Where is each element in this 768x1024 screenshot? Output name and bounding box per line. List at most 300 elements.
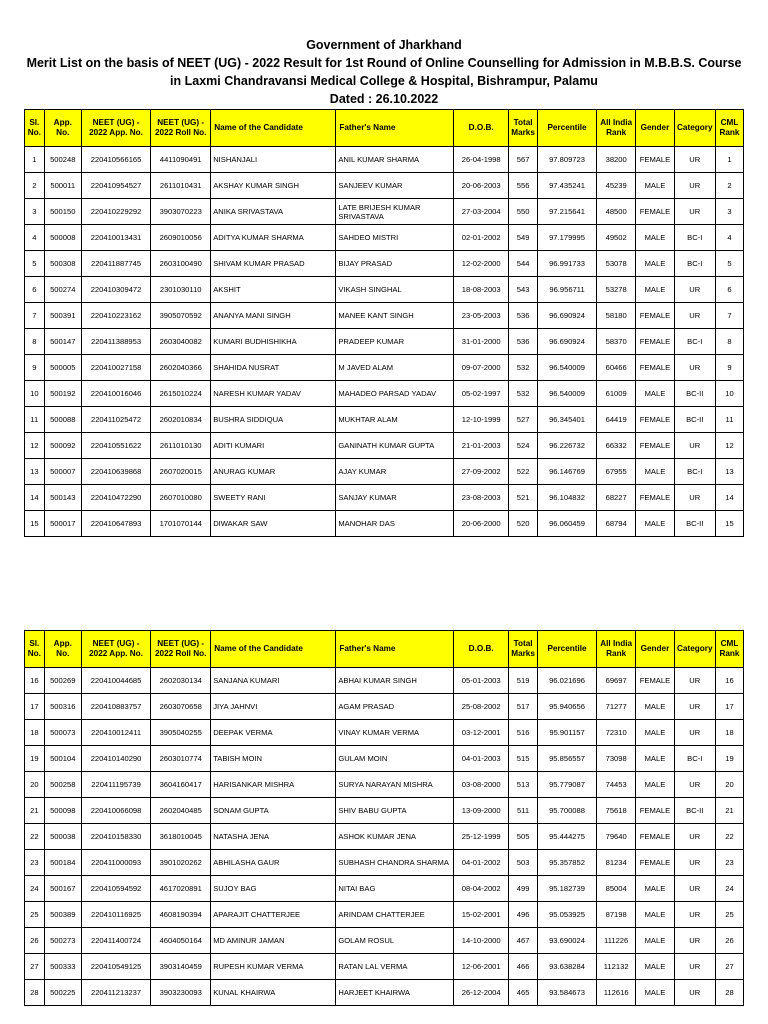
cell-category: BC-I — [674, 459, 715, 485]
column-header-candidate-name: Name of the Candidate — [211, 110, 336, 147]
cell-cml-rank: 22 — [715, 824, 743, 850]
cell-all-india-rank: 81234 — [597, 850, 636, 876]
cell-neet-roll-no: 2603010774 — [151, 746, 211, 772]
cell-cml-rank: 13 — [715, 459, 743, 485]
table-row — [25, 824, 744, 850]
cell-cml-rank: 23 — [715, 850, 743, 876]
cell-sl-no: 22 — [25, 824, 45, 850]
column-header-total-marks: Total Marks — [509, 110, 538, 147]
cell-neet-roll-no: 2602010834 — [151, 407, 211, 433]
table-row — [25, 147, 744, 173]
cell-all-india-rank: 68227 — [597, 485, 636, 511]
cell-total-marks: 549 — [509, 225, 538, 251]
cell-all-india-rank: 45239 — [597, 173, 636, 199]
cell-candidate-name: ABHILASHA GAUR — [211, 850, 336, 876]
cell-gender: FEMALE — [636, 485, 674, 511]
cell-cml-rank: 1 — [715, 147, 743, 173]
cell-category: UR — [674, 824, 715, 850]
cell-candidate-name: KUNAL KHAIRWA — [211, 980, 336, 1006]
cell-neet-roll-no: 1701070144 — [151, 511, 211, 537]
cell-candidate-name: DIWAKAR SAW — [211, 511, 336, 537]
cell-cml-rank: 17 — [715, 694, 743, 720]
cell-percentile: 96.540009 — [538, 355, 597, 381]
cell-percentile: 96.146769 — [538, 459, 597, 485]
column-header-father-name: Father's Name — [336, 110, 454, 147]
cell-total-marks: 515 — [509, 746, 538, 772]
cell-category: BC-I — [674, 746, 715, 772]
cell-cml-rank: 7 — [715, 303, 743, 329]
cell-sl-no: 20 — [25, 772, 45, 798]
cell-sl-no: 16 — [25, 668, 45, 694]
cell-sl-no: 21 — [25, 798, 45, 824]
cell-category: UR — [674, 433, 715, 459]
cell-app-no: 500389 — [44, 902, 81, 928]
cell-percentile: 96.060459 — [538, 511, 597, 537]
cell-gender: FEMALE — [636, 355, 674, 381]
cell-app-no: 500225 — [44, 980, 81, 1006]
cell-neet-roll-no: 3604160417 — [151, 772, 211, 798]
cell-category: UR — [674, 772, 715, 798]
cell-category: UR — [674, 902, 715, 928]
cell-father-name: SHIV BABU GUPTA — [336, 798, 454, 824]
cell-percentile: 95.856557 — [538, 746, 597, 772]
cell-candidate-name: SHAHIDA NUSRAT — [211, 355, 336, 381]
cell-father-name: PRADEEP KUMAR — [336, 329, 454, 355]
cell-percentile: 95.053925 — [538, 902, 597, 928]
cell-neet-roll-no: 2611010130 — [151, 433, 211, 459]
cell-neet-roll-no: 2615010224 — [151, 381, 211, 407]
cell-gender: FEMALE — [636, 329, 674, 355]
table-row — [25, 798, 744, 824]
column-header-candidate-name: Name of the Candidate — [211, 631, 336, 668]
cell-sl-no: 25 — [25, 902, 45, 928]
column-header-dob: D.O.B. — [454, 110, 509, 147]
cell-cml-rank: 3 — [715, 199, 743, 225]
cell-father-name: MANEE KANT SINGH — [336, 303, 454, 329]
cell-total-marks: 496 — [509, 902, 538, 928]
cell-all-india-rank: 112616 — [597, 980, 636, 1006]
cell-dob: 27-03-2004 — [454, 199, 509, 225]
cell-gender: MALE — [636, 876, 674, 902]
cell-all-india-rank: 53278 — [597, 277, 636, 303]
cell-category: UR — [674, 668, 715, 694]
cell-category: UR — [674, 355, 715, 381]
cell-neet-app-no: 220410016046 — [81, 381, 150, 407]
cell-total-marks: 511 — [509, 798, 538, 824]
cell-cml-rank: 10 — [715, 381, 743, 407]
cell-app-no: 500038 — [44, 824, 81, 850]
cell-neet-roll-no: 4617020891 — [151, 876, 211, 902]
cell-neet-roll-no: 2602040366 — [151, 355, 211, 381]
column-header-total-marks: Total Marks — [509, 631, 538, 668]
cell-father-name: ABHAI KUMAR SINGH — [336, 668, 454, 694]
cell-dob: 03-12-2001 — [454, 720, 509, 746]
cell-candidate-name: SWEETY RANI — [211, 485, 336, 511]
cell-sl-no: 5 — [25, 251, 45, 277]
cell-dob: 23-08-2003 — [454, 485, 509, 511]
header-row — [25, 631, 744, 668]
cell-sl-no: 24 — [25, 876, 45, 902]
cell-all-india-rank: 38200 — [597, 147, 636, 173]
cell-cml-rank: 19 — [715, 746, 743, 772]
column-header-cml-rank: CML Rank — [715, 631, 743, 668]
table-row — [25, 954, 744, 980]
cell-sl-no: 17 — [25, 694, 45, 720]
cell-neet-app-no: 220410647893 — [81, 511, 150, 537]
table-row — [25, 746, 744, 772]
cell-father-name: LATE BRIJESH KUMAR SRIVASTAVA — [336, 199, 454, 225]
cell-neet-app-no: 220410551622 — [81, 433, 150, 459]
cell-candidate-name: MD AMINUR JAMAN — [211, 928, 336, 954]
cell-candidate-name: NARESH KUMAR YADAV — [211, 381, 336, 407]
cell-cml-rank: 15 — [715, 511, 743, 537]
cell-sl-no: 13 — [25, 459, 45, 485]
cell-app-no: 500273 — [44, 928, 81, 954]
cell-father-name: NITAI BAG — [336, 876, 454, 902]
cell-dob: 12-10-1999 — [454, 407, 509, 433]
cell-category: UR — [674, 173, 715, 199]
header-row — [25, 110, 744, 147]
cell-total-marks: 519 — [509, 668, 538, 694]
cell-candidate-name: SUJOY BAG — [211, 876, 336, 902]
cell-father-name: SUBHASH CHANDRA SHARMA — [336, 850, 454, 876]
cell-neet-app-no: 220410013431 — [81, 225, 150, 251]
cell-neet-app-no: 220410066098 — [81, 798, 150, 824]
cell-percentile: 97.809723 — [538, 147, 597, 173]
column-header-dob: D.O.B. — [454, 631, 509, 668]
cell-sl-no: 1 — [25, 147, 45, 173]
cell-app-no: 500150 — [44, 199, 81, 225]
cell-cml-rank: 20 — [715, 772, 743, 798]
cell-category: UR — [674, 720, 715, 746]
cell-total-marks: 532 — [509, 355, 538, 381]
cell-dob: 13-09-2000 — [454, 798, 509, 824]
cell-gender: MALE — [636, 459, 674, 485]
cell-all-india-rank: 68794 — [597, 511, 636, 537]
cell-gender: MALE — [636, 173, 674, 199]
cell-neet-roll-no: 2607010080 — [151, 485, 211, 511]
merit-list-title: Merit List on the basis of NEET (UG) - 2022 Result for 1st Round of Online Counselling for Admission in M.B.B.S. Course — [26, 56, 742, 70]
cell-sl-no: 3 — [25, 199, 45, 225]
cell-gender: MALE — [636, 772, 674, 798]
cell-app-no: 500192 — [44, 381, 81, 407]
cell-candidate-name: NATASHA JENA — [211, 824, 336, 850]
table-row — [25, 225, 744, 251]
cell-neet-app-no: 220410027158 — [81, 355, 150, 381]
cell-neet-roll-no: 2609010056 — [151, 225, 211, 251]
column-header-cml-rank: CML Rank — [715, 110, 743, 147]
table-row — [25, 407, 744, 433]
column-header-all-india-rank: All India Rank — [597, 110, 636, 147]
cell-cml-rank: 24 — [715, 876, 743, 902]
cell-candidate-name: SHIVAM KUMAR PRASAD — [211, 251, 336, 277]
cell-app-no: 500269 — [44, 668, 81, 694]
cell-total-marks: 521 — [509, 485, 538, 511]
cell-father-name: SANJAY KUMAR — [336, 485, 454, 511]
cell-percentile: 95.940656 — [538, 694, 597, 720]
cell-app-no: 500316 — [44, 694, 81, 720]
cell-neet-roll-no: 4608190394 — [151, 902, 211, 928]
cell-all-india-rank: 53078 — [597, 251, 636, 277]
cell-total-marks: 532 — [509, 381, 538, 407]
column-header-app-no: App. No. — [44, 631, 81, 668]
column-header-neet-roll-no: NEET (UG) - 2022 Roll No. — [151, 631, 211, 668]
cell-percentile: 96.956711 — [538, 277, 597, 303]
cell-percentile: 95.901157 — [538, 720, 597, 746]
cell-app-no: 500104 — [44, 746, 81, 772]
table-row — [25, 251, 744, 277]
table-row — [25, 720, 744, 746]
cell-all-india-rank: 79640 — [597, 824, 636, 850]
cell-category: UR — [674, 303, 715, 329]
cell-gender: MALE — [636, 381, 674, 407]
cell-percentile: 93.690024 — [538, 928, 597, 954]
cell-candidate-name: ANANYA MANI SINGH — [211, 303, 336, 329]
cell-father-name: GANINATH KUMAR GUPTA — [336, 433, 454, 459]
cell-father-name: MANOHAR DAS — [336, 511, 454, 537]
cell-category: UR — [674, 876, 715, 902]
cell-dob: 21-01-2003 — [454, 433, 509, 459]
cell-cml-rank: 27 — [715, 954, 743, 980]
cell-all-india-rank: 58180 — [597, 303, 636, 329]
table-row — [25, 173, 744, 199]
cell-total-marks: 517 — [509, 694, 538, 720]
cell-neet-roll-no: 2603040082 — [151, 329, 211, 355]
cell-category: UR — [674, 694, 715, 720]
cell-neet-roll-no: 4411090491 — [151, 147, 211, 173]
cell-total-marks: 503 — [509, 850, 538, 876]
merit-table-2 — [24, 630, 744, 1006]
cell-father-name: VIKASH SINGHAL — [336, 277, 454, 303]
table-row — [25, 277, 744, 303]
table-row — [25, 485, 744, 511]
cell-all-india-rank: 60466 — [597, 355, 636, 381]
cell-gender: MALE — [636, 225, 674, 251]
cell-neet-app-no: 220410594592 — [81, 876, 150, 902]
cell-app-no: 500017 — [44, 511, 81, 537]
cell-neet-roll-no: 3903230093 — [151, 980, 211, 1006]
cell-total-marks: 522 — [509, 459, 538, 485]
cell-app-no: 500073 — [44, 720, 81, 746]
table-row — [25, 980, 744, 1006]
cell-father-name: RATAN LAL VERMA — [336, 954, 454, 980]
cell-all-india-rank: 74453 — [597, 772, 636, 798]
cell-father-name: SAHDEO MISTRI — [336, 225, 454, 251]
cell-all-india-rank: 85004 — [597, 876, 636, 902]
cell-sl-no: 14 — [25, 485, 45, 511]
cell-total-marks: 466 — [509, 954, 538, 980]
cell-dob: 12-02-2000 — [454, 251, 509, 277]
cell-neet-app-no: 220410116925 — [81, 902, 150, 928]
cell-gender: FEMALE — [636, 668, 674, 694]
cell-dob: 05-01-2003 — [454, 668, 509, 694]
cell-total-marks: 467 — [509, 928, 538, 954]
cell-dob: 20-06-2003 — [454, 173, 509, 199]
column-header-category: Category — [674, 631, 715, 668]
cell-sl-no: 10 — [25, 381, 45, 407]
cell-gender: FEMALE — [636, 407, 674, 433]
cell-father-name: AJAY KUMAR — [336, 459, 454, 485]
college-name: in Laxmi Chandravansi Medical College & Hospital, Bishrampur, Palamu — [170, 74, 598, 88]
cell-percentile: 95.700088 — [538, 798, 597, 824]
cell-all-india-rank: 58370 — [597, 329, 636, 355]
cell-father-name: GOLAM ROSUL — [336, 928, 454, 954]
cell-all-india-rank: 69697 — [597, 668, 636, 694]
cell-neet-app-no: 220410012411 — [81, 720, 150, 746]
cell-cml-rank: 4 — [715, 225, 743, 251]
cell-cml-rank: 2 — [715, 173, 743, 199]
cell-app-no: 500274 — [44, 277, 81, 303]
cell-dob: 26-04-1998 — [454, 147, 509, 173]
cell-total-marks: 465 — [509, 980, 538, 1006]
cell-all-india-rank: 71277 — [597, 694, 636, 720]
cell-father-name: SURYA NARAYAN MISHRA — [336, 772, 454, 798]
cell-dob: 15-02-2001 — [454, 902, 509, 928]
cell-sl-no: 26 — [25, 928, 45, 954]
cell-neet-roll-no: 2602040485 — [151, 798, 211, 824]
cell-neet-app-no: 220410140290 — [81, 746, 150, 772]
cell-app-no: 500333 — [44, 954, 81, 980]
cell-percentile: 96.104832 — [538, 485, 597, 511]
cell-candidate-name: DEEPAK VERMA — [211, 720, 336, 746]
cell-percentile: 96.021696 — [538, 668, 597, 694]
cell-app-no: 500391 — [44, 303, 81, 329]
column-header-percentile: Percentile — [538, 110, 597, 147]
cell-sl-no: 7 — [25, 303, 45, 329]
column-header-neet-app-no: NEET (UG) - 2022 App. No. — [81, 110, 150, 147]
column-header-neet-roll-no: NEET (UG) - 2022 Roll No. — [151, 110, 211, 147]
cell-candidate-name: NISHANJALI — [211, 147, 336, 173]
cell-all-india-rank: 75618 — [597, 798, 636, 824]
cell-neet-app-no: 220410229292 — [81, 199, 150, 225]
cell-gender: MALE — [636, 954, 674, 980]
cell-gender: FEMALE — [636, 433, 674, 459]
column-header-app-no: App. No. — [44, 110, 81, 147]
cell-candidate-name: ADITYA KUMAR SHARMA — [211, 225, 336, 251]
cell-neet-app-no: 220411213237 — [81, 980, 150, 1006]
cell-gender: FEMALE — [636, 824, 674, 850]
cell-app-no: 500092 — [44, 433, 81, 459]
cell-candidate-name: HARISANKAR MISHRA — [211, 772, 336, 798]
cell-sl-no: 28 — [25, 980, 45, 1006]
table-row — [25, 772, 744, 798]
cell-gender: MALE — [636, 928, 674, 954]
cell-neet-app-no: 220410044685 — [81, 668, 150, 694]
cell-candidate-name: ANURAG KUMAR — [211, 459, 336, 485]
cell-sl-no: 27 — [25, 954, 45, 980]
cell-app-no: 500088 — [44, 407, 81, 433]
cell-category: UR — [674, 277, 715, 303]
cell-neet-roll-no: 2603070658 — [151, 694, 211, 720]
cell-father-name: ASHOK KUMAR JENA — [336, 824, 454, 850]
column-header-sl-no: Sl. No. — [25, 110, 45, 147]
table-row — [25, 433, 744, 459]
cell-dob: 14-10-2000 — [454, 928, 509, 954]
cell-gender: FEMALE — [636, 850, 674, 876]
cell-percentile: 95.779087 — [538, 772, 597, 798]
cell-app-no: 500005 — [44, 355, 81, 381]
cell-neet-roll-no: 3905070592 — [151, 303, 211, 329]
cell-gender: MALE — [636, 746, 674, 772]
cell-neet-roll-no: 4604050164 — [151, 928, 211, 954]
cell-sl-no: 15 — [25, 511, 45, 537]
cell-category: UR — [674, 850, 715, 876]
cell-dob: 04-01-2003 — [454, 746, 509, 772]
cell-total-marks: 527 — [509, 407, 538, 433]
cell-neet-roll-no: 2301030110 — [151, 277, 211, 303]
cell-gender: MALE — [636, 694, 674, 720]
cell-total-marks: 520 — [509, 511, 538, 537]
cell-all-india-rank: 87198 — [597, 902, 636, 928]
cell-cml-rank: 28 — [715, 980, 743, 1006]
cell-category: BC-I — [674, 251, 715, 277]
cell-cml-rank: 14 — [715, 485, 743, 511]
column-header-gender: Gender — [636, 631, 674, 668]
cell-father-name: MAHADEO PARSAD YADAV — [336, 381, 454, 407]
cell-total-marks: 556 — [509, 173, 538, 199]
cell-percentile: 97.179995 — [538, 225, 597, 251]
cell-app-no: 500308 — [44, 251, 81, 277]
table-row — [25, 928, 744, 954]
cell-candidate-name: ADITI KUMARI — [211, 433, 336, 459]
cell-app-no: 500007 — [44, 459, 81, 485]
cell-dob: 25-12-1999 — [454, 824, 509, 850]
cell-dob: 05-02-1997 — [454, 381, 509, 407]
cell-father-name: HARJEET KHAIRWA — [336, 980, 454, 1006]
cell-gender: MALE — [636, 277, 674, 303]
cell-father-name: GULAM MOIN — [336, 746, 454, 772]
cell-candidate-name: JIYA JAHNVI — [211, 694, 336, 720]
cell-gender: FEMALE — [636, 147, 674, 173]
column-header-category: Category — [674, 110, 715, 147]
cell-all-india-rank: 48500 — [597, 199, 636, 225]
cell-dob: 03-08-2000 — [454, 772, 509, 798]
cell-sl-no: 12 — [25, 433, 45, 459]
cell-neet-app-no: 220410639868 — [81, 459, 150, 485]
page-header — [0, 36, 768, 108]
cell-total-marks: 567 — [509, 147, 538, 173]
table-row — [25, 511, 744, 537]
cell-father-name: AGAM PRASAD — [336, 694, 454, 720]
cell-category: BC-I — [674, 329, 715, 355]
cell-cml-rank: 18 — [715, 720, 743, 746]
column-header-percentile: Percentile — [538, 631, 597, 668]
cell-category: UR — [674, 485, 715, 511]
cell-sl-no: 19 — [25, 746, 45, 772]
cell-all-india-rank: 66332 — [597, 433, 636, 459]
govt-title: Government of Jharkhand — [306, 38, 462, 52]
cell-candidate-name: RUPESH KUMAR VERMA — [211, 954, 336, 980]
cell-total-marks: 516 — [509, 720, 538, 746]
cell-gender: FEMALE — [636, 303, 674, 329]
cell-total-marks: 536 — [509, 303, 538, 329]
cell-neet-roll-no: 3903070223 — [151, 199, 211, 225]
cell-gender: FEMALE — [636, 798, 674, 824]
cell-percentile: 96.690924 — [538, 303, 597, 329]
cell-category: BC-I — [674, 225, 715, 251]
cell-all-india-rank: 67955 — [597, 459, 636, 485]
cell-total-marks: 513 — [509, 772, 538, 798]
cell-all-india-rank: 111226 — [597, 928, 636, 954]
cell-neet-app-no: 220411025472 — [81, 407, 150, 433]
cell-dob: 04-01-2002 — [454, 850, 509, 876]
cell-all-india-rank: 72310 — [597, 720, 636, 746]
cell-category: BC-II — [674, 407, 715, 433]
cell-all-india-rank: 112132 — [597, 954, 636, 980]
cell-dob: 26-12-2004 — [454, 980, 509, 1006]
cell-candidate-name: AKSHAY KUMAR SINGH — [211, 173, 336, 199]
table-row — [25, 459, 744, 485]
